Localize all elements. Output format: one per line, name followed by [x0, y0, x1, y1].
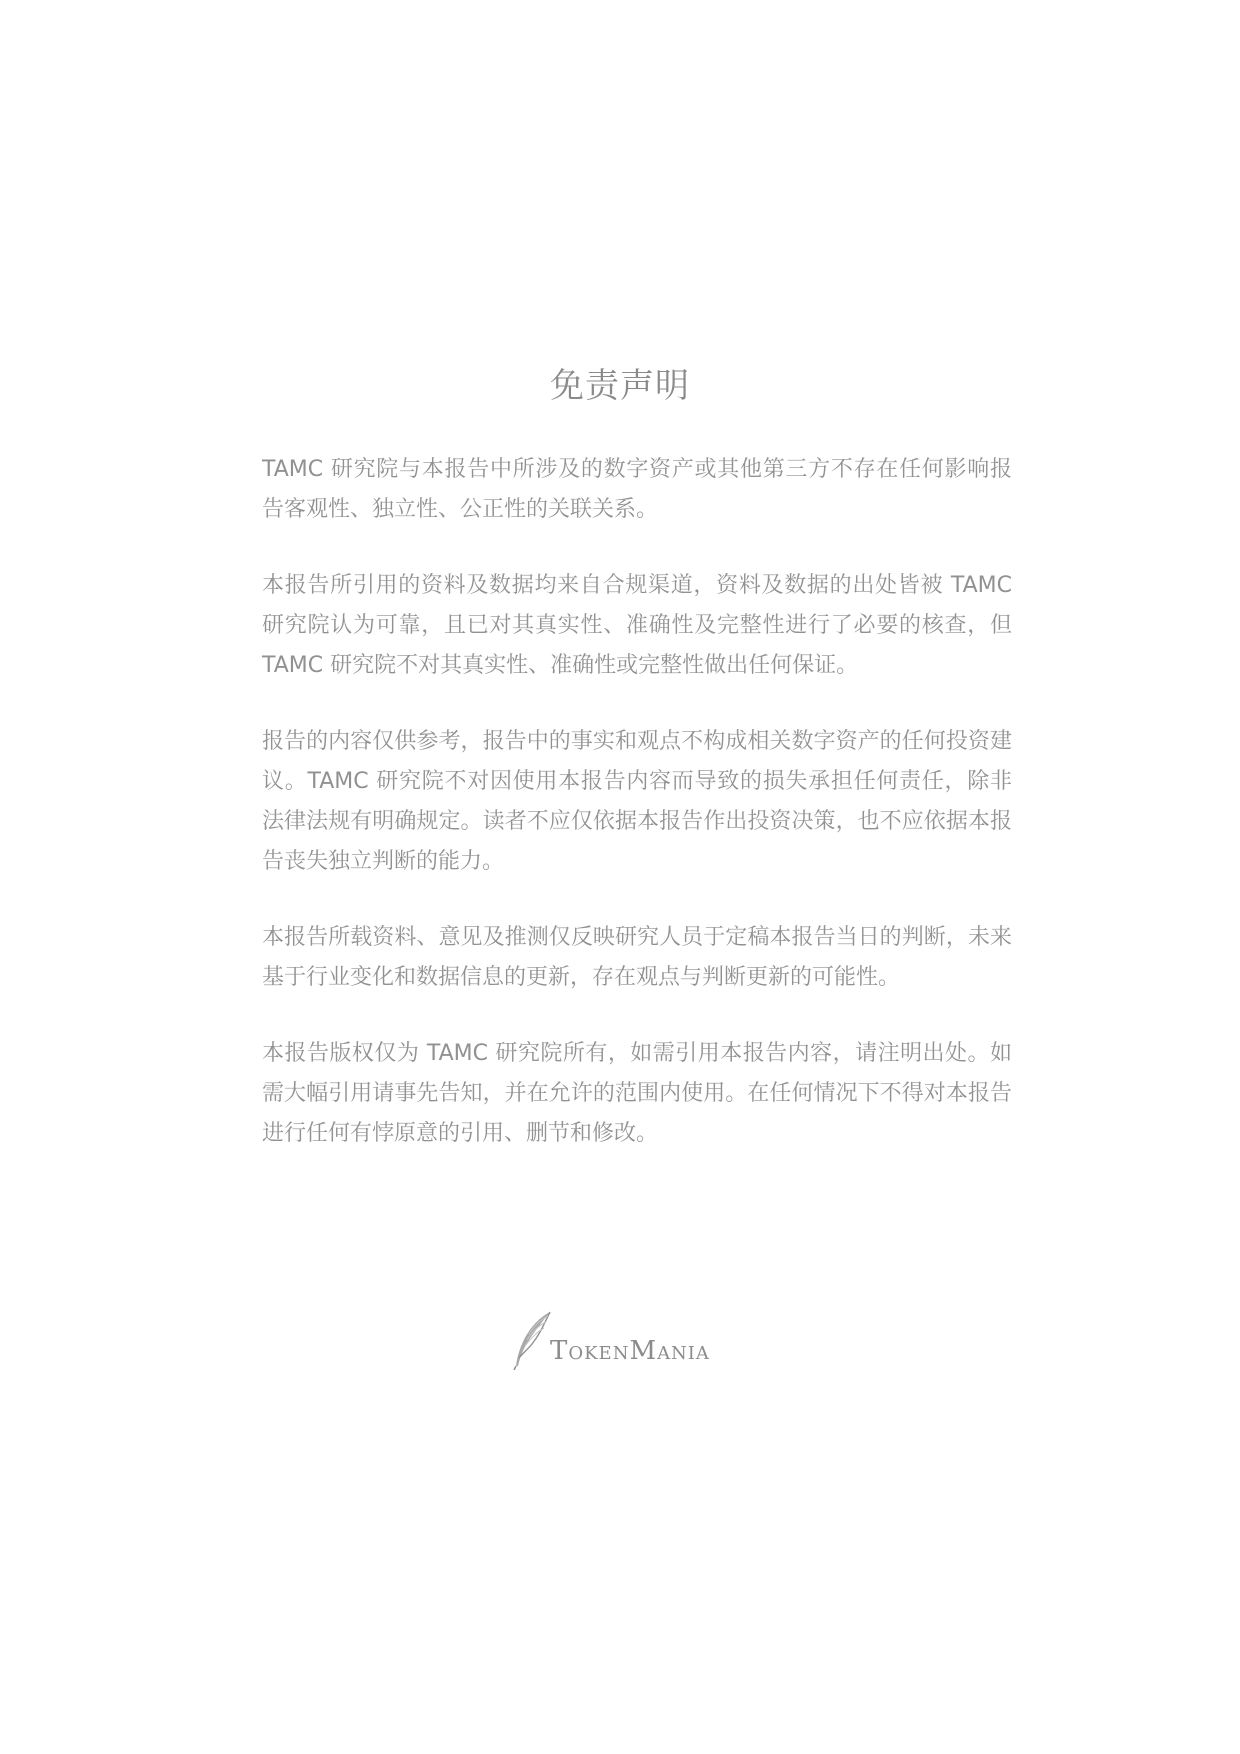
page-title: 免责声明 [550, 366, 690, 406]
disclaimer-body [262, 450, 1012, 1190]
disclaimer-paragraph: 本报告所引用的资料及数据均来自合规渠道，资料及数据的出处皆被 TAMC 研究院认为可靠，且已对其真实性、准确性及完整性进行了必要的核查，但 TAMC 研究院不对其真实性、准确性或完整性做出任何保证。 [262, 573, 1012, 678]
feather-icon [510, 1310, 554, 1370]
disclaimer-paragraph: 报告的内容仅供参考，报告中的事实和观点不构成相关数字资产的任何投资建议。TAMC 研究院不对因使用本报告内容而导致的损失承担任何责任，除非法律法规有明确规定。读者不应仅依据本报告作出投资决策，也不应依据本报告丧失独立判断的能力。 [262, 729, 1012, 874]
disclaimer-paragraph: 本报告版权仅为 TAMC 研究院所有，如需引用本报告内容，请注明出处。如需大幅引用请事先告知，并在允许的范围内使用。在任何情况下不得对本报告进行任何有悖原意的引用、删节和修改。 [262, 1041, 1012, 1146]
logo-wordmark: TOKENMANIA [550, 1336, 710, 1366]
disclaimer-paragraph: TAMC 研究院与本报告中所涉及的数字资产或其他第三方不存在任何影响报告客观性、独立性、公正性的关联关系。 [262, 457, 1012, 522]
disclaimer-paragraph: 本报告所载资料、意见及推测仅反映研究人员于定稿本报告当日的判断，未来基于行业变化和数据信息的更新，存在观点与判断更新的可能性。 [262, 925, 1012, 990]
